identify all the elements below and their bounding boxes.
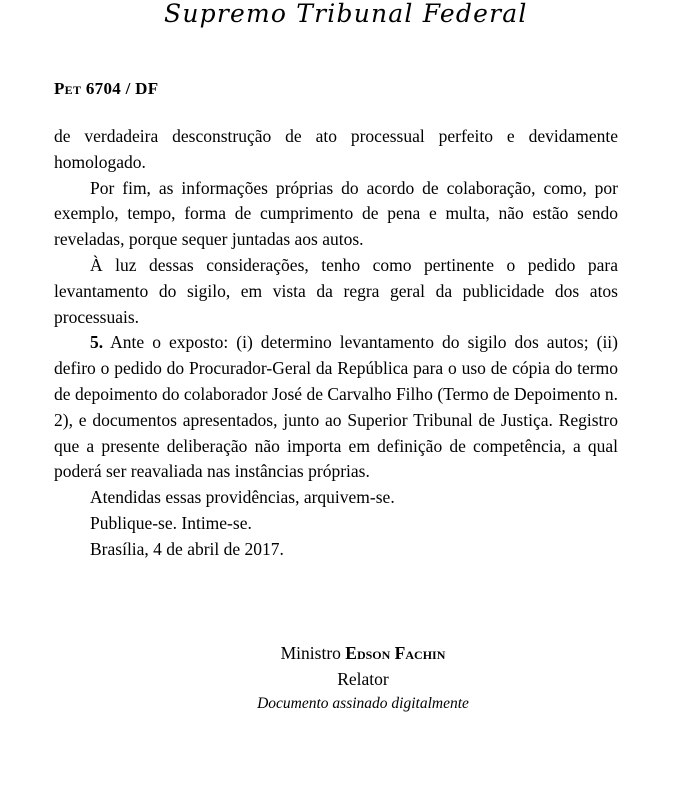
closing-line: Atendidas essas providências, arquivem-se. bbox=[90, 487, 395, 508]
case-reference: Pet 6704 / DF bbox=[54, 79, 159, 98]
signatory bbox=[54, 640, 672, 666]
decision-text: Ante o exposto: (i) determino levantamento do sigilo dos autos; (ii) defiro o pedido do Procurador-Geral da República para o uso de cópia do termo de depoimento do colaborador José de Carvalho Filho (Termo de Depoimento n. 2), e documentos apresentados, junto ao Superior Tribunal de Justiça. Registro que a presente deliberação não importa em definição de competência, a qual poderá ser reavaliada nas instâncias próprias. bbox=[54, 332, 618, 482]
digital-signature-note: Documento assinado digitalmente bbox=[257, 695, 469, 712]
court-header: Supremo Tribunal Federal bbox=[164, 0, 528, 28]
paragraph: de verdadeira desconstrução de ato processual perfeito e devidamente homologado. bbox=[54, 126, 618, 172]
closing-line: Publique-se. Intime-se. bbox=[90, 512, 252, 533]
signatory-title: Ministro bbox=[280, 643, 341, 663]
decision-number: 5. bbox=[90, 332, 104, 353]
decision-paragraph bbox=[54, 330, 618, 485]
signatory-role: Relator bbox=[337, 669, 389, 689]
signatory-name: Edson Fachin bbox=[345, 643, 446, 663]
paragraph: Por fim, as informações próprias do acordo de colaboração, como, por exemplo, tempo, forma de cumprimento de pena e multa, não estão sendo reveladas, porque sequer juntadas aos autos. bbox=[54, 177, 618, 250]
date-line: Brasília, 4 de abril de 2017. bbox=[90, 538, 284, 559]
document-body bbox=[54, 124, 618, 563]
paragraph: À luz dessas considerações, tenho como pertinente o pedido para levantamento do sigilo, em vista da regra geral da publicidade dos atos processuais. bbox=[54, 254, 618, 327]
signature-block bbox=[54, 640, 672, 715]
